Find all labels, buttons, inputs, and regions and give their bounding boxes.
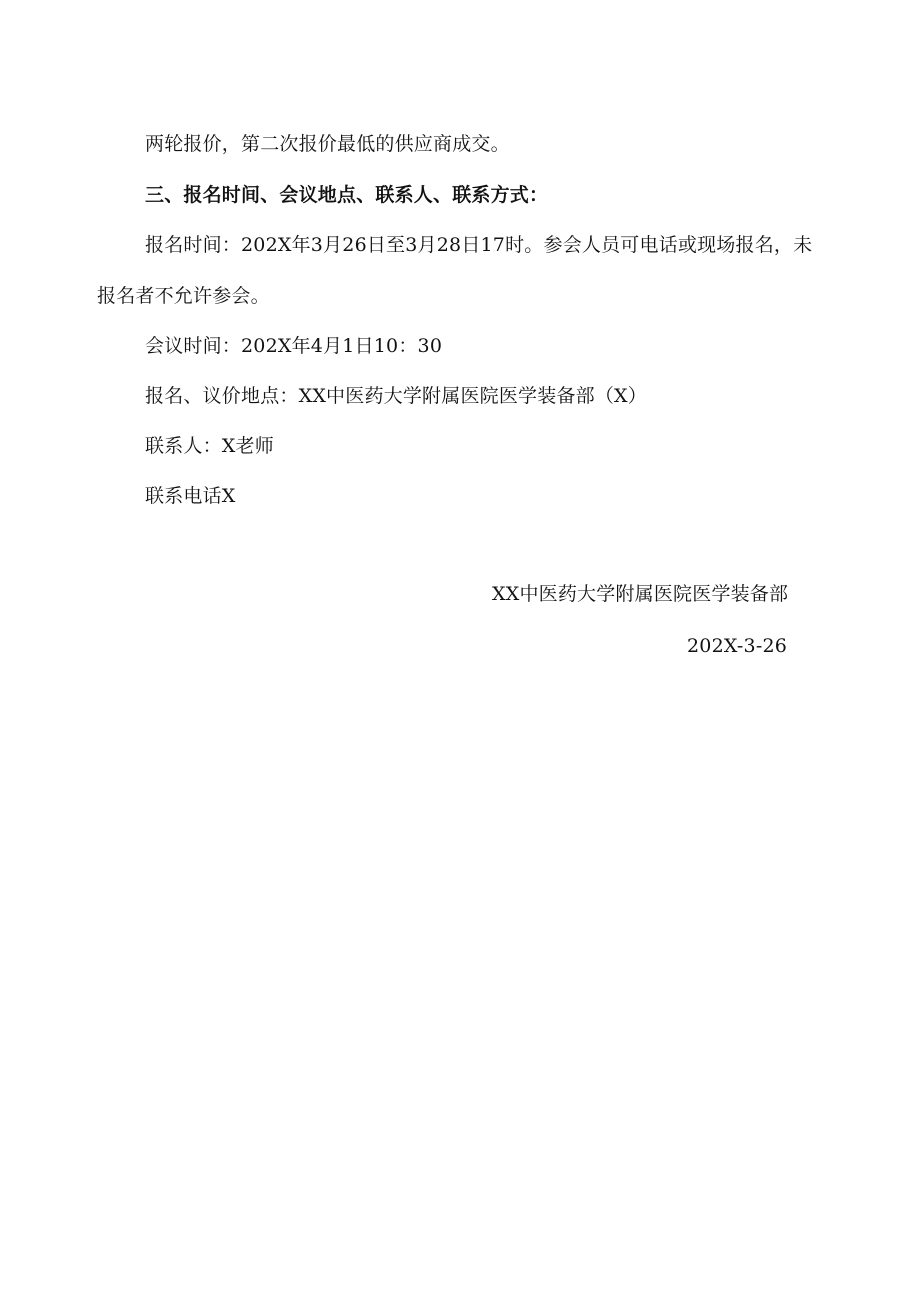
signature-organization: XX中医药大学附属医院医学装备部 bbox=[492, 583, 789, 605]
signature-date: 202X-3-26 bbox=[687, 635, 788, 657]
meeting-time: 会议时间：202X年4月1日10：30 bbox=[145, 335, 443, 357]
section-heading: 三、报名时间、会议地点、联系人、联系方式： bbox=[145, 184, 549, 206]
contact-person: 联系人：X老师 bbox=[145, 435, 274, 457]
paragraph-bidding-rule: 两轮报价，第二次报价最低的供应商成交。 bbox=[145, 133, 510, 155]
contact-phone: 联系电话X bbox=[145, 485, 236, 507]
meeting-location: 报名、议价地点：XX中医药大学附属医院医学装备部（X） bbox=[145, 385, 647, 407]
registration-time-line-1: 报名时间：202X年3月26日至3月28日17时。参会人员可电话或现场报名，未 bbox=[145, 234, 813, 256]
registration-time-line-2: 报名者不允许参会。 bbox=[97, 285, 270, 307]
